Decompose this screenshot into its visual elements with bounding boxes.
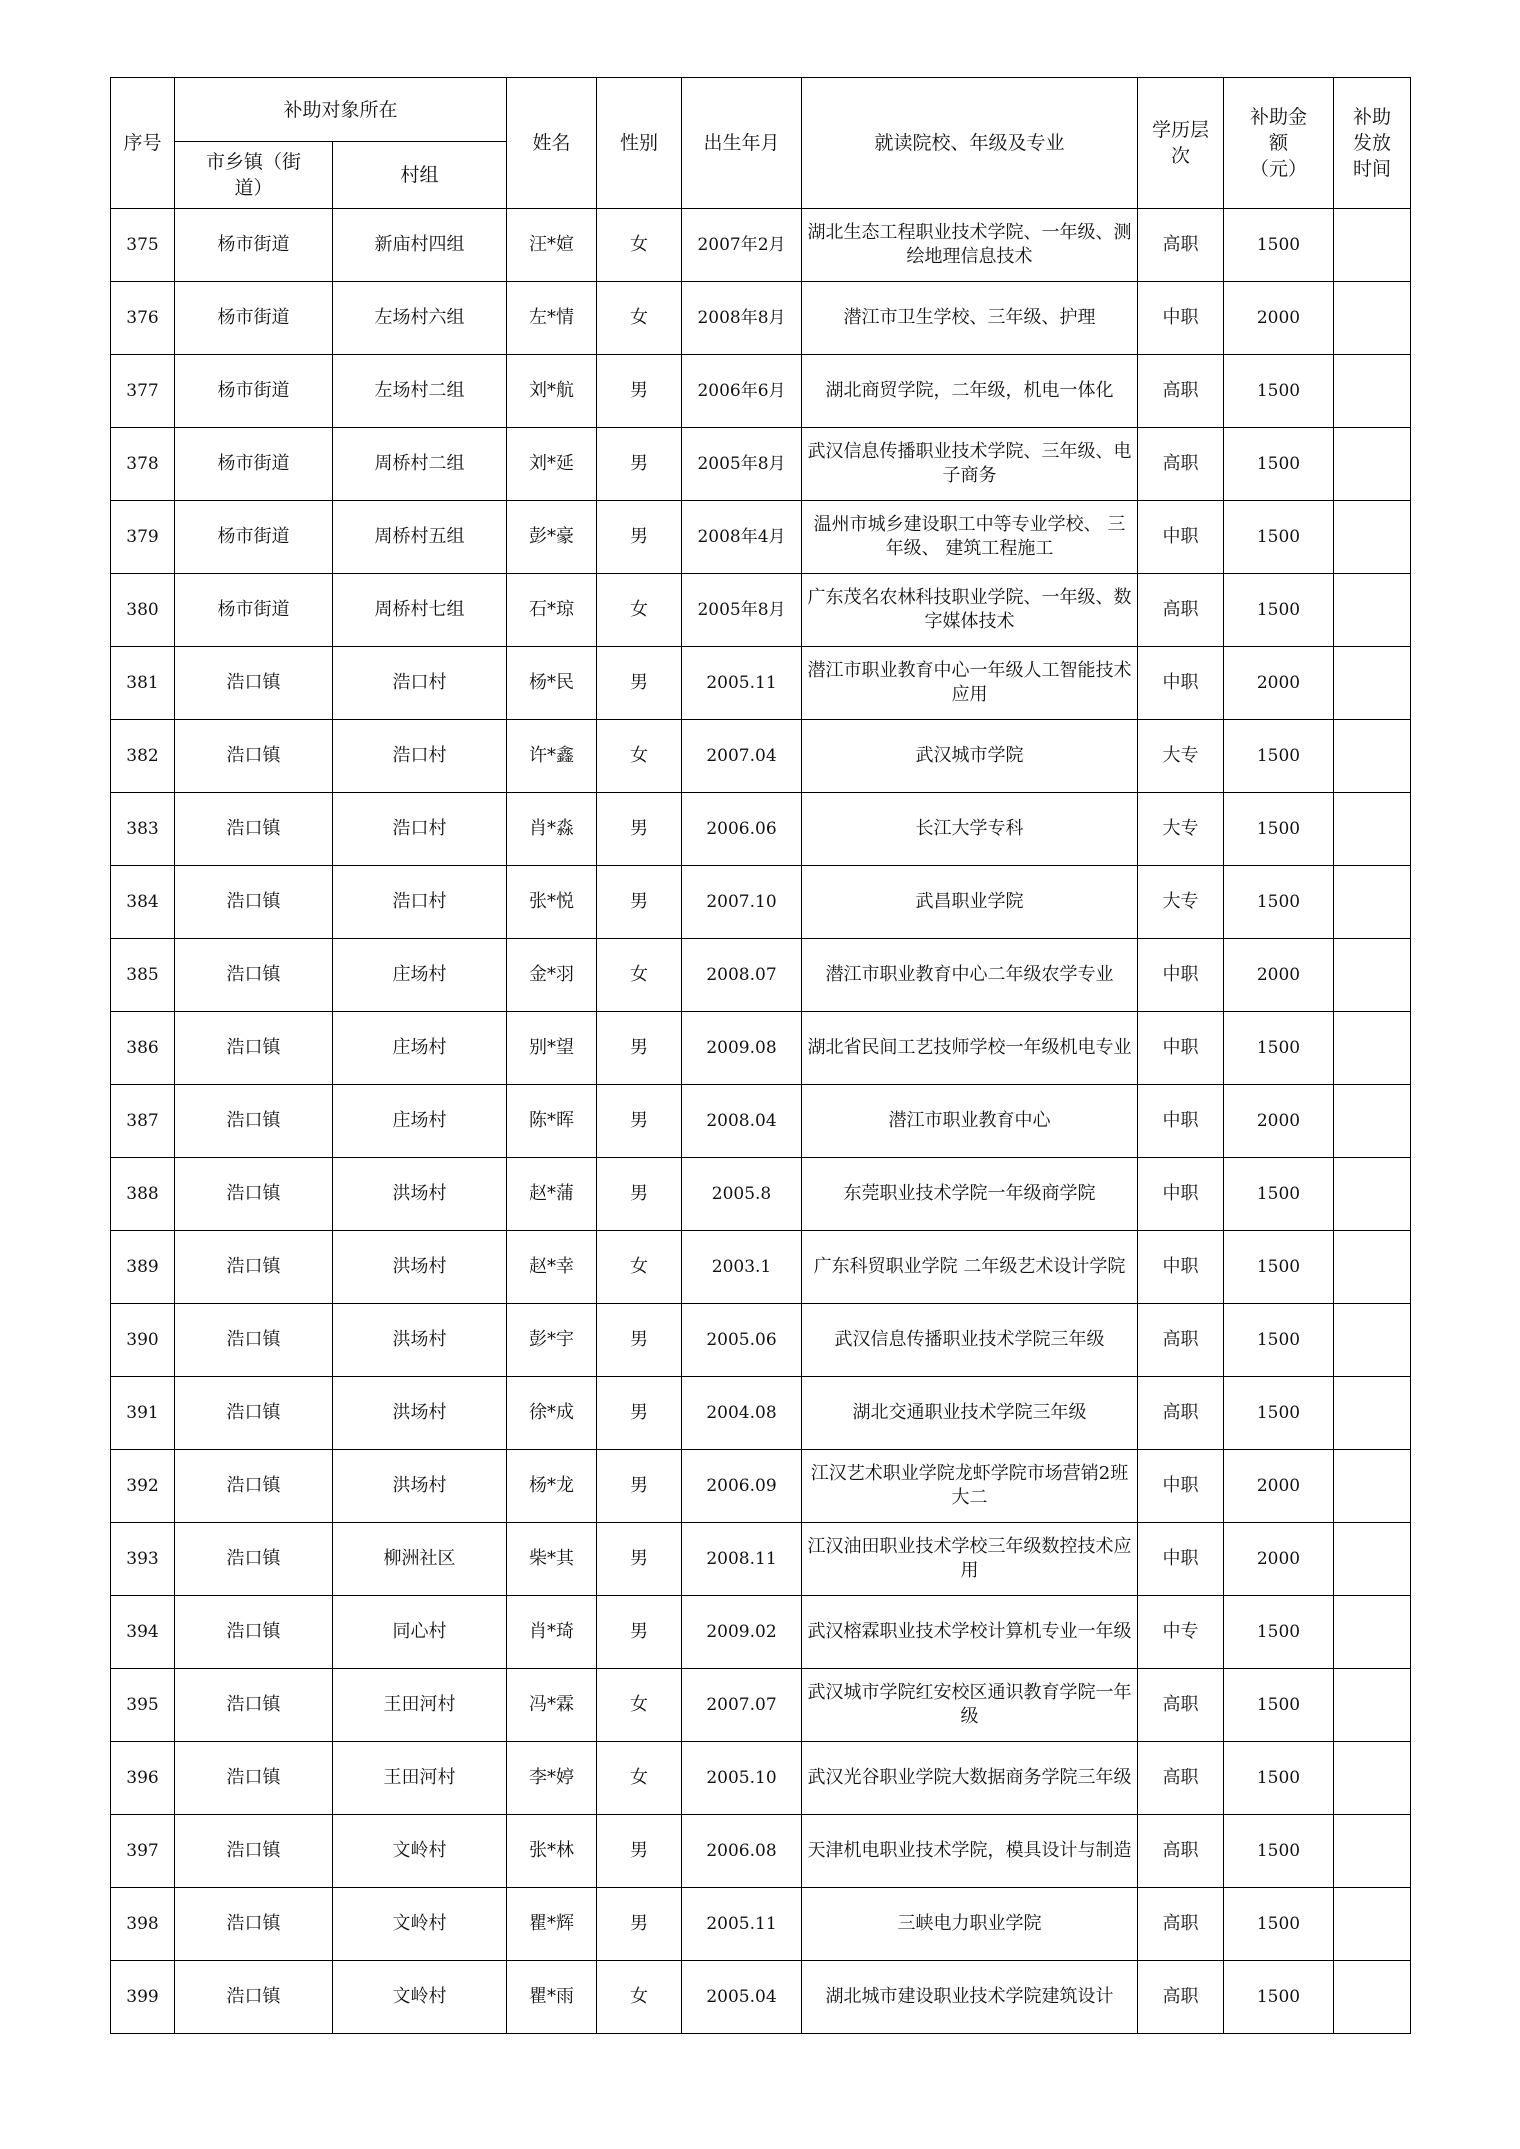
table-row — [111, 1742, 1411, 1815]
cell-gender: 男 — [597, 501, 682, 574]
cell-seq: 382 — [111, 720, 175, 793]
cell-school: 江汉油田职业技术学校三年级数控技术应用 — [802, 1523, 1138, 1596]
table-row — [111, 1596, 1411, 1669]
table-row — [111, 647, 1411, 720]
cell-amount: 1500 — [1224, 574, 1334, 647]
cell-village: 浩口村 — [333, 647, 507, 720]
cell-seq: 380 — [111, 574, 175, 647]
cell-amount: 1500 — [1224, 1012, 1334, 1085]
cell-gender: 女 — [597, 939, 682, 1012]
table-row — [111, 1085, 1411, 1158]
table-row — [111, 1669, 1411, 1742]
cell-town: 浩口镇 — [175, 1231, 333, 1304]
header-school: 就读院校、年级及专业 — [802, 78, 1138, 209]
table-row — [111, 793, 1411, 866]
cell-birth: 2006.09 — [682, 1450, 802, 1523]
cell-seq: 391 — [111, 1377, 175, 1450]
cell-birth: 2008.11 — [682, 1523, 802, 1596]
cell-gender: 男 — [597, 1596, 682, 1669]
cell-level: 中职 — [1138, 501, 1224, 574]
cell-date — [1334, 282, 1411, 355]
table-row — [111, 1012, 1411, 1085]
cell-amount: 1500 — [1224, 1231, 1334, 1304]
cell-gender: 女 — [597, 720, 682, 793]
cell-level: 大专 — [1138, 866, 1224, 939]
cell-date — [1334, 209, 1411, 282]
cell-town: 浩口镇 — [175, 1377, 333, 1450]
cell-amount: 1500 — [1224, 1596, 1334, 1669]
table-row — [111, 1523, 1411, 1596]
cell-level: 高职 — [1138, 574, 1224, 647]
cell-school: 江汉艺术职业学院龙虾学院市场营销2班 大二 — [802, 1450, 1138, 1523]
cell-birth: 2008年4月 — [682, 501, 802, 574]
cell-gender: 男 — [597, 866, 682, 939]
cell-school: 武汉城市学院 — [802, 720, 1138, 793]
cell-village: 王田河村 — [333, 1669, 507, 1742]
cell-gender: 女 — [597, 1231, 682, 1304]
cell-level: 中职 — [1138, 1231, 1224, 1304]
cell-amount: 1500 — [1224, 720, 1334, 793]
cell-town: 浩口镇 — [175, 1012, 333, 1085]
cell-level: 中职 — [1138, 1523, 1224, 1596]
cell-name: 赵*蒲 — [507, 1158, 597, 1231]
cell-name: 赵*幸 — [507, 1231, 597, 1304]
cell-town: 浩口镇 — [175, 939, 333, 1012]
table-row — [111, 1231, 1411, 1304]
cell-name: 肖*淼 — [507, 793, 597, 866]
cell-level: 高职 — [1138, 1742, 1224, 1815]
cell-level: 中职 — [1138, 939, 1224, 1012]
table-row — [111, 1304, 1411, 1377]
cell-level: 高职 — [1138, 1304, 1224, 1377]
cell-name: 杨*民 — [507, 647, 597, 720]
cell-birth: 2007年2月 — [682, 209, 802, 282]
cell-date — [1334, 355, 1411, 428]
cell-school: 东莞职业技术学院一年级商学院 — [802, 1158, 1138, 1231]
cell-amount: 1500 — [1224, 793, 1334, 866]
cell-school: 武汉城市学院红安校区通识教育学院一年级 — [802, 1669, 1138, 1742]
cell-village: 洪场村 — [333, 1158, 507, 1231]
cell-village: 周桥村五组 — [333, 501, 507, 574]
cell-name: 汪*媗 — [507, 209, 597, 282]
cell-school: 潜江市职业教育中心一年级人工智能技术应用 — [802, 647, 1138, 720]
cell-amount: 1500 — [1224, 355, 1334, 428]
cell-date — [1334, 1012, 1411, 1085]
cell-gender: 女 — [597, 1669, 682, 1742]
cell-birth: 2008年8月 — [682, 282, 802, 355]
cell-level: 高职 — [1138, 1888, 1224, 1961]
cell-gender: 女 — [597, 574, 682, 647]
cell-name: 柴*其 — [507, 1523, 597, 1596]
cell-birth: 2005.10 — [682, 1742, 802, 1815]
cell-town: 杨市街道 — [175, 428, 333, 501]
cell-name: 刘*航 — [507, 355, 597, 428]
cell-school: 武昌职业学院 — [802, 866, 1138, 939]
cell-seq: 385 — [111, 939, 175, 1012]
cell-seq: 386 — [111, 1012, 175, 1085]
cell-village: 王田河村 — [333, 1742, 507, 1815]
cell-date — [1334, 793, 1411, 866]
cell-date — [1334, 647, 1411, 720]
header-town: 市乡镇（街道） — [175, 142, 333, 209]
cell-birth: 2005.11 — [682, 1888, 802, 1961]
cell-date — [1334, 866, 1411, 939]
cell-birth: 2009.08 — [682, 1012, 802, 1085]
cell-birth: 2005.8 — [682, 1158, 802, 1231]
header-name: 姓名 — [507, 78, 597, 209]
cell-school: 潜江市职业教育中心 — [802, 1085, 1138, 1158]
cell-date — [1334, 1450, 1411, 1523]
cell-school: 武汉榕霖职业技术学校计算机专业一年级 — [802, 1596, 1138, 1669]
cell-date — [1334, 1596, 1411, 1669]
cell-amount: 1500 — [1224, 1742, 1334, 1815]
cell-town: 浩口镇 — [175, 720, 333, 793]
cell-level: 中职 — [1138, 282, 1224, 355]
cell-birth: 2006年6月 — [682, 355, 802, 428]
cell-date — [1334, 1961, 1411, 2034]
header-gender: 性别 — [597, 78, 682, 209]
cell-town: 杨市街道 — [175, 501, 333, 574]
cell-school: 湖北生态工程职业技术学院、一年级、测绘地理信息技术 — [802, 209, 1138, 282]
cell-level: 高职 — [1138, 1377, 1224, 1450]
cell-seq: 390 — [111, 1304, 175, 1377]
cell-gender: 男 — [597, 647, 682, 720]
cell-town: 浩口镇 — [175, 1158, 333, 1231]
cell-birth: 2007.04 — [682, 720, 802, 793]
cell-seq: 399 — [111, 1961, 175, 2034]
cell-date — [1334, 1377, 1411, 1450]
cell-date — [1334, 574, 1411, 647]
cell-seq: 398 — [111, 1888, 175, 1961]
cell-name: 张*林 — [507, 1815, 597, 1888]
cell-amount: 1500 — [1224, 866, 1334, 939]
cell-school: 湖北城市建设职业技术学院建筑设计 — [802, 1961, 1138, 2034]
cell-birth: 2005.06 — [682, 1304, 802, 1377]
cell-amount: 2000 — [1224, 1450, 1334, 1523]
table-row — [111, 1815, 1411, 1888]
cell-town: 浩口镇 — [175, 1742, 333, 1815]
cell-seq: 396 — [111, 1742, 175, 1815]
cell-seq: 393 — [111, 1523, 175, 1596]
cell-name: 许*鑫 — [507, 720, 597, 793]
table-row — [111, 428, 1411, 501]
cell-school: 湖北商贸学院，二年级，机电一体化 — [802, 355, 1138, 428]
cell-school: 武汉信息传播职业技术学院三年级 — [802, 1304, 1138, 1377]
cell-birth: 2005年8月 — [682, 428, 802, 501]
cell-name: 金*羽 — [507, 939, 597, 1012]
cell-amount: 1500 — [1224, 209, 1334, 282]
cell-date — [1334, 501, 1411, 574]
cell-gender: 男 — [597, 1450, 682, 1523]
cell-level: 高职 — [1138, 1669, 1224, 1742]
cell-amount: 2000 — [1224, 647, 1334, 720]
cell-level: 中职 — [1138, 1012, 1224, 1085]
cell-level: 中职 — [1138, 1158, 1224, 1231]
table-row — [111, 501, 1411, 574]
cell-name: 石*琼 — [507, 574, 597, 647]
cell-village: 浩口村 — [333, 720, 507, 793]
cell-amount: 1500 — [1224, 428, 1334, 501]
table-row — [111, 1888, 1411, 1961]
cell-level: 高职 — [1138, 209, 1224, 282]
cell-gender: 女 — [597, 1742, 682, 1815]
cell-town: 浩口镇 — [175, 1085, 333, 1158]
cell-town: 浩口镇 — [175, 647, 333, 720]
cell-seq: 376 — [111, 282, 175, 355]
cell-village: 洪场村 — [333, 1377, 507, 1450]
cell-amount: 1500 — [1224, 1304, 1334, 1377]
cell-town: 浩口镇 — [175, 1304, 333, 1377]
cell-name: 刘*延 — [507, 428, 597, 501]
cell-school: 广东科贸职业学院 二年级艺术设计学院 — [802, 1231, 1138, 1304]
cell-birth: 2008.04 — [682, 1085, 802, 1158]
cell-village: 洪场村 — [333, 1450, 507, 1523]
cell-gender: 女 — [597, 282, 682, 355]
cell-school: 三峡电力职业学院 — [802, 1888, 1138, 1961]
cell-village: 文岭村 — [333, 1961, 507, 2034]
cell-gender: 女 — [597, 1961, 682, 2034]
cell-amount: 2000 — [1224, 282, 1334, 355]
cell-town: 浩口镇 — [175, 1523, 333, 1596]
cell-village: 同心村 — [333, 1596, 507, 1669]
cell-school: 武汉光谷职业学院大数据商务学院三年级 — [802, 1742, 1138, 1815]
cell-amount: 2000 — [1224, 939, 1334, 1012]
cell-name: 彭*豪 — [507, 501, 597, 574]
cell-birth: 2008.07 — [682, 939, 802, 1012]
cell-amount: 1500 — [1224, 1815, 1334, 1888]
cell-seq: 397 — [111, 1815, 175, 1888]
cell-village: 浩口村 — [333, 793, 507, 866]
cell-gender: 男 — [597, 1815, 682, 1888]
cell-birth: 2005.11 — [682, 647, 802, 720]
cell-school: 潜江市卫生学校、三年级、护理 — [802, 282, 1138, 355]
cell-village: 柳洲社区 — [333, 1523, 507, 1596]
cell-town: 浩口镇 — [175, 793, 333, 866]
table-row — [111, 355, 1411, 428]
cell-name: 杨*龙 — [507, 1450, 597, 1523]
cell-level: 高职 — [1138, 1961, 1224, 2034]
cell-village: 新庙村四组 — [333, 209, 507, 282]
cell-name: 瞿*辉 — [507, 1888, 597, 1961]
cell-amount: 1500 — [1224, 1961, 1334, 2034]
cell-school: 温州市城乡建设职工中等专业学校、 三年级、 建筑工程施工 — [802, 501, 1138, 574]
cell-town: 杨市街道 — [175, 574, 333, 647]
cell-seq: 389 — [111, 1231, 175, 1304]
table-row — [111, 1961, 1411, 2034]
cell-gender: 男 — [597, 1888, 682, 1961]
cell-gender: 男 — [597, 793, 682, 866]
cell-school: 长江大学专科 — [802, 793, 1138, 866]
cell-birth: 2006.08 — [682, 1815, 802, 1888]
cell-date — [1334, 1669, 1411, 1742]
cell-seq: 384 — [111, 866, 175, 939]
cell-town: 杨市街道 — [175, 282, 333, 355]
cell-amount: 1500 — [1224, 1888, 1334, 1961]
cell-town: 杨市街道 — [175, 209, 333, 282]
cell-gender: 男 — [597, 355, 682, 428]
cell-town: 杨市街道 — [175, 355, 333, 428]
cell-level: 中职 — [1138, 647, 1224, 720]
cell-level: 大专 — [1138, 720, 1224, 793]
table-body — [111, 209, 1411, 2034]
cell-name: 徐*成 — [507, 1377, 597, 1450]
cell-name: 瞿*雨 — [507, 1961, 597, 2034]
cell-level: 中专 — [1138, 1596, 1224, 1669]
table-row — [111, 1450, 1411, 1523]
cell-school: 湖北省民间工艺技师学校一年级机电专业 — [802, 1012, 1138, 1085]
cell-birth: 2007.10 — [682, 866, 802, 939]
cell-name: 别*望 — [507, 1012, 597, 1085]
cell-town: 浩口镇 — [175, 1888, 333, 1961]
cell-village: 洪场村 — [333, 1231, 507, 1304]
cell-name: 张*悦 — [507, 866, 597, 939]
cell-level: 高职 — [1138, 1815, 1224, 1888]
cell-date — [1334, 1304, 1411, 1377]
cell-village: 文岭村 — [333, 1815, 507, 1888]
cell-birth: 2006.06 — [682, 793, 802, 866]
cell-date — [1334, 1231, 1411, 1304]
cell-birth: 2007.07 — [682, 1669, 802, 1742]
header-date: 补助发放时间 — [1334, 78, 1411, 209]
cell-village: 左场村六组 — [333, 282, 507, 355]
cell-school: 天津机电职业技术学院，模具设计与制造 — [802, 1815, 1138, 1888]
table-row — [111, 574, 1411, 647]
cell-town: 浩口镇 — [175, 1815, 333, 1888]
cell-gender: 男 — [597, 1304, 682, 1377]
cell-village: 周桥村七组 — [333, 574, 507, 647]
cell-seq: 394 — [111, 1596, 175, 1669]
cell-gender: 女 — [597, 209, 682, 282]
cell-birth: 2005.04 — [682, 1961, 802, 2034]
cell-seq: 379 — [111, 501, 175, 574]
cell-seq: 388 — [111, 1158, 175, 1231]
cell-name: 彭*宇 — [507, 1304, 597, 1377]
cell-gender: 男 — [597, 428, 682, 501]
cell-date — [1334, 1085, 1411, 1158]
cell-seq: 378 — [111, 428, 175, 501]
cell-date — [1334, 1742, 1411, 1815]
cell-school: 潜江市职业教育中心二年级农学专业 — [802, 939, 1138, 1012]
cell-seq: 392 — [111, 1450, 175, 1523]
cell-birth: 2005年8月 — [682, 574, 802, 647]
cell-town: 浩口镇 — [175, 866, 333, 939]
cell-seq: 383 — [111, 793, 175, 866]
cell-amount: 2000 — [1224, 1523, 1334, 1596]
subsidy-table — [110, 77, 1411, 2034]
cell-amount: 1500 — [1224, 1158, 1334, 1231]
header-location-group: 补助对象所在 — [175, 78, 507, 142]
cell-date — [1334, 428, 1411, 501]
cell-village: 庄场村 — [333, 1085, 507, 1158]
cell-name: 陈*晖 — [507, 1085, 597, 1158]
table-row — [111, 1158, 1411, 1231]
table-row — [111, 1377, 1411, 1450]
cell-level: 高职 — [1138, 355, 1224, 428]
cell-gender: 男 — [597, 1012, 682, 1085]
header-level: 学历层次 — [1138, 78, 1224, 209]
cell-name: 左*情 — [507, 282, 597, 355]
cell-birth: 2004.08 — [682, 1377, 802, 1450]
cell-amount: 2000 — [1224, 1085, 1334, 1158]
cell-seq: 387 — [111, 1085, 175, 1158]
cell-town: 浩口镇 — [175, 1450, 333, 1523]
cell-level: 大专 — [1138, 793, 1224, 866]
cell-date — [1334, 720, 1411, 793]
header-amount: 补助金额（元） — [1224, 78, 1334, 209]
cell-village: 左场村二组 — [333, 355, 507, 428]
cell-town: 浩口镇 — [175, 1669, 333, 1742]
cell-name: 冯*霖 — [507, 1669, 597, 1742]
cell-seq: 375 — [111, 209, 175, 282]
cell-town: 浩口镇 — [175, 1961, 333, 2034]
cell-gender: 男 — [597, 1085, 682, 1158]
cell-village: 周桥村二组 — [333, 428, 507, 501]
cell-school: 广东茂名农林科技职业学院、一年级、数字媒体技术 — [802, 574, 1138, 647]
table-row — [111, 720, 1411, 793]
cell-village: 文岭村 — [333, 1888, 507, 1961]
cell-name: 肖*琦 — [507, 1596, 597, 1669]
cell-level: 高职 — [1138, 428, 1224, 501]
cell-date — [1334, 939, 1411, 1012]
header-village: 村组 — [333, 142, 507, 209]
cell-date — [1334, 1888, 1411, 1961]
cell-village: 庄场村 — [333, 939, 507, 1012]
cell-date — [1334, 1158, 1411, 1231]
table-row — [111, 282, 1411, 355]
cell-date — [1334, 1815, 1411, 1888]
cell-village: 浩口村 — [333, 866, 507, 939]
cell-town: 浩口镇 — [175, 1596, 333, 1669]
cell-date — [1334, 1523, 1411, 1596]
header-seq: 序号 — [111, 78, 175, 209]
cell-village: 庄场村 — [333, 1012, 507, 1085]
cell-village: 洪场村 — [333, 1304, 507, 1377]
cell-gender: 男 — [597, 1158, 682, 1231]
cell-birth: 2009.02 — [682, 1596, 802, 1669]
cell-amount: 1500 — [1224, 1377, 1334, 1450]
cell-amount: 1500 — [1224, 1669, 1334, 1742]
cell-level: 中职 — [1138, 1450, 1224, 1523]
cell-seq: 395 — [111, 1669, 175, 1742]
header-birth: 出生年月 — [682, 78, 802, 209]
cell-name: 李*婷 — [507, 1742, 597, 1815]
cell-gender: 男 — [597, 1523, 682, 1596]
cell-school: 武汉信息传播职业技术学院、三年级、电子商务 — [802, 428, 1138, 501]
cell-amount: 1500 — [1224, 501, 1334, 574]
table-row — [111, 866, 1411, 939]
cell-seq: 377 — [111, 355, 175, 428]
cell-gender: 男 — [597, 1377, 682, 1450]
table-row — [111, 939, 1411, 1012]
table-row — [111, 209, 1411, 282]
cell-seq: 381 — [111, 647, 175, 720]
cell-level: 中职 — [1138, 1085, 1224, 1158]
cell-birth: 2003.1 — [682, 1231, 802, 1304]
cell-school: 湖北交通职业技术学院三年级 — [802, 1377, 1138, 1450]
